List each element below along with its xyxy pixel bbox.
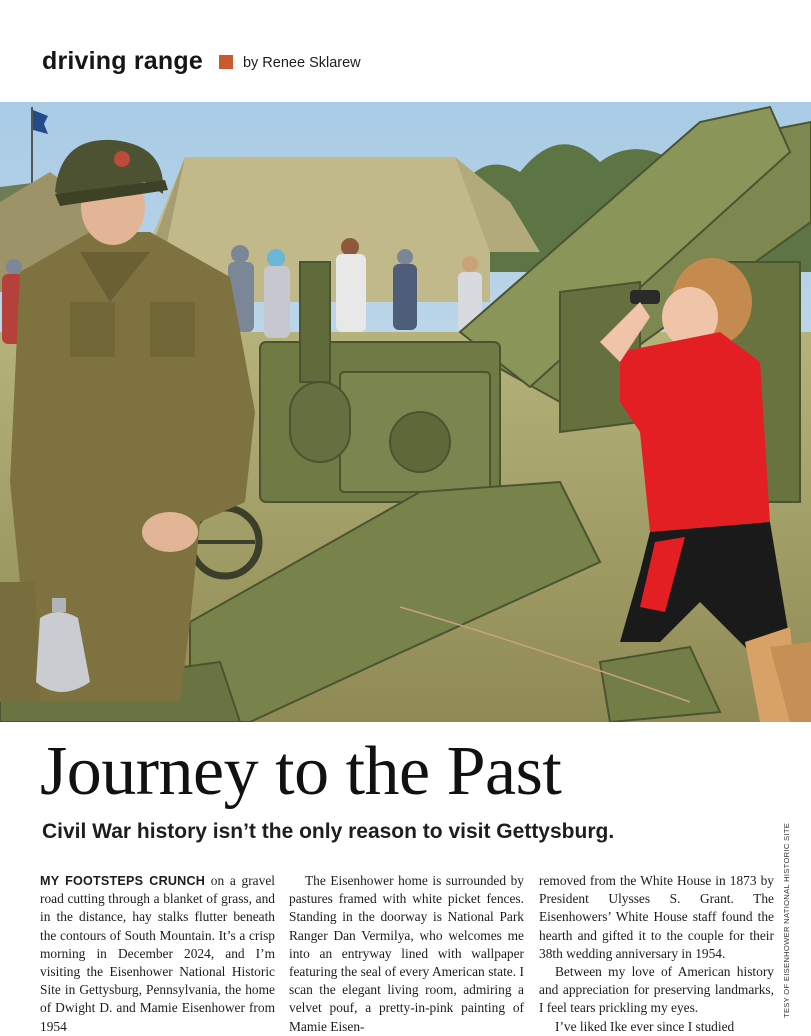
lede-text: MY FOOTSTEPS CRUNCH	[40, 874, 206, 888]
byline: by Renee Sklarew	[242, 54, 361, 71]
body-column-1	[40, 872, 275, 1036]
column3-paragraph-1: removed from the White House in 1873 by President Ulysses S. Grant. The Eisenhowers’ White House staff found the hearth and gifted it to the couple for their 38th wedding anniversary in 1954.	[539, 873, 774, 961]
body-column-3	[539, 872, 774, 1036]
section-header	[42, 44, 361, 78]
article-deck: Civil War history isn’t the only reason to visit Gettysburg.	[42, 820, 615, 843]
column2-text: The Eisenhower home is surrounded by pastures framed with white picket fences. Standing in the doorway is National Park Ranger Dan Vermilya, who welcomes me into an entryway lined with wallpaper featuring the seal of every American state. I scan the elegant living room, admiring a velvet pouf, a pretty-in-pink painting of Mamie Eisen-	[289, 873, 524, 1034]
body-column-2	[289, 872, 524, 1036]
hero-photo	[0, 102, 811, 722]
section-marker-square	[219, 55, 233, 69]
section-name: driving range	[42, 46, 203, 75]
column3-paragraph-2: Between my love of American history and appreciation for preserving landmarks, I feel tears prickling my eyes.	[539, 964, 774, 1016]
photo-credit: TESY OF EISENHOWER NATIONAL HISTORIC SITE	[782, 822, 791, 1018]
article-headline: Journey to the Past	[40, 733, 562, 810]
photo-illustration	[0, 102, 811, 722]
column1-text: on a gravel road cutting through a blanket of grass, and in the distance, hay stalks flutter beneath the contours of South Mountain. It’s a crisp morning in December 2024, and I’m visiting the Eisenhower National Historic Site in Gettysburg, Pennsylvania, the home of Dwight D. and Mamie Eisenhower from 1954	[40, 873, 275, 1034]
column3-paragraph-3: I’ve liked Ike ever since I studied	[555, 1018, 735, 1034]
